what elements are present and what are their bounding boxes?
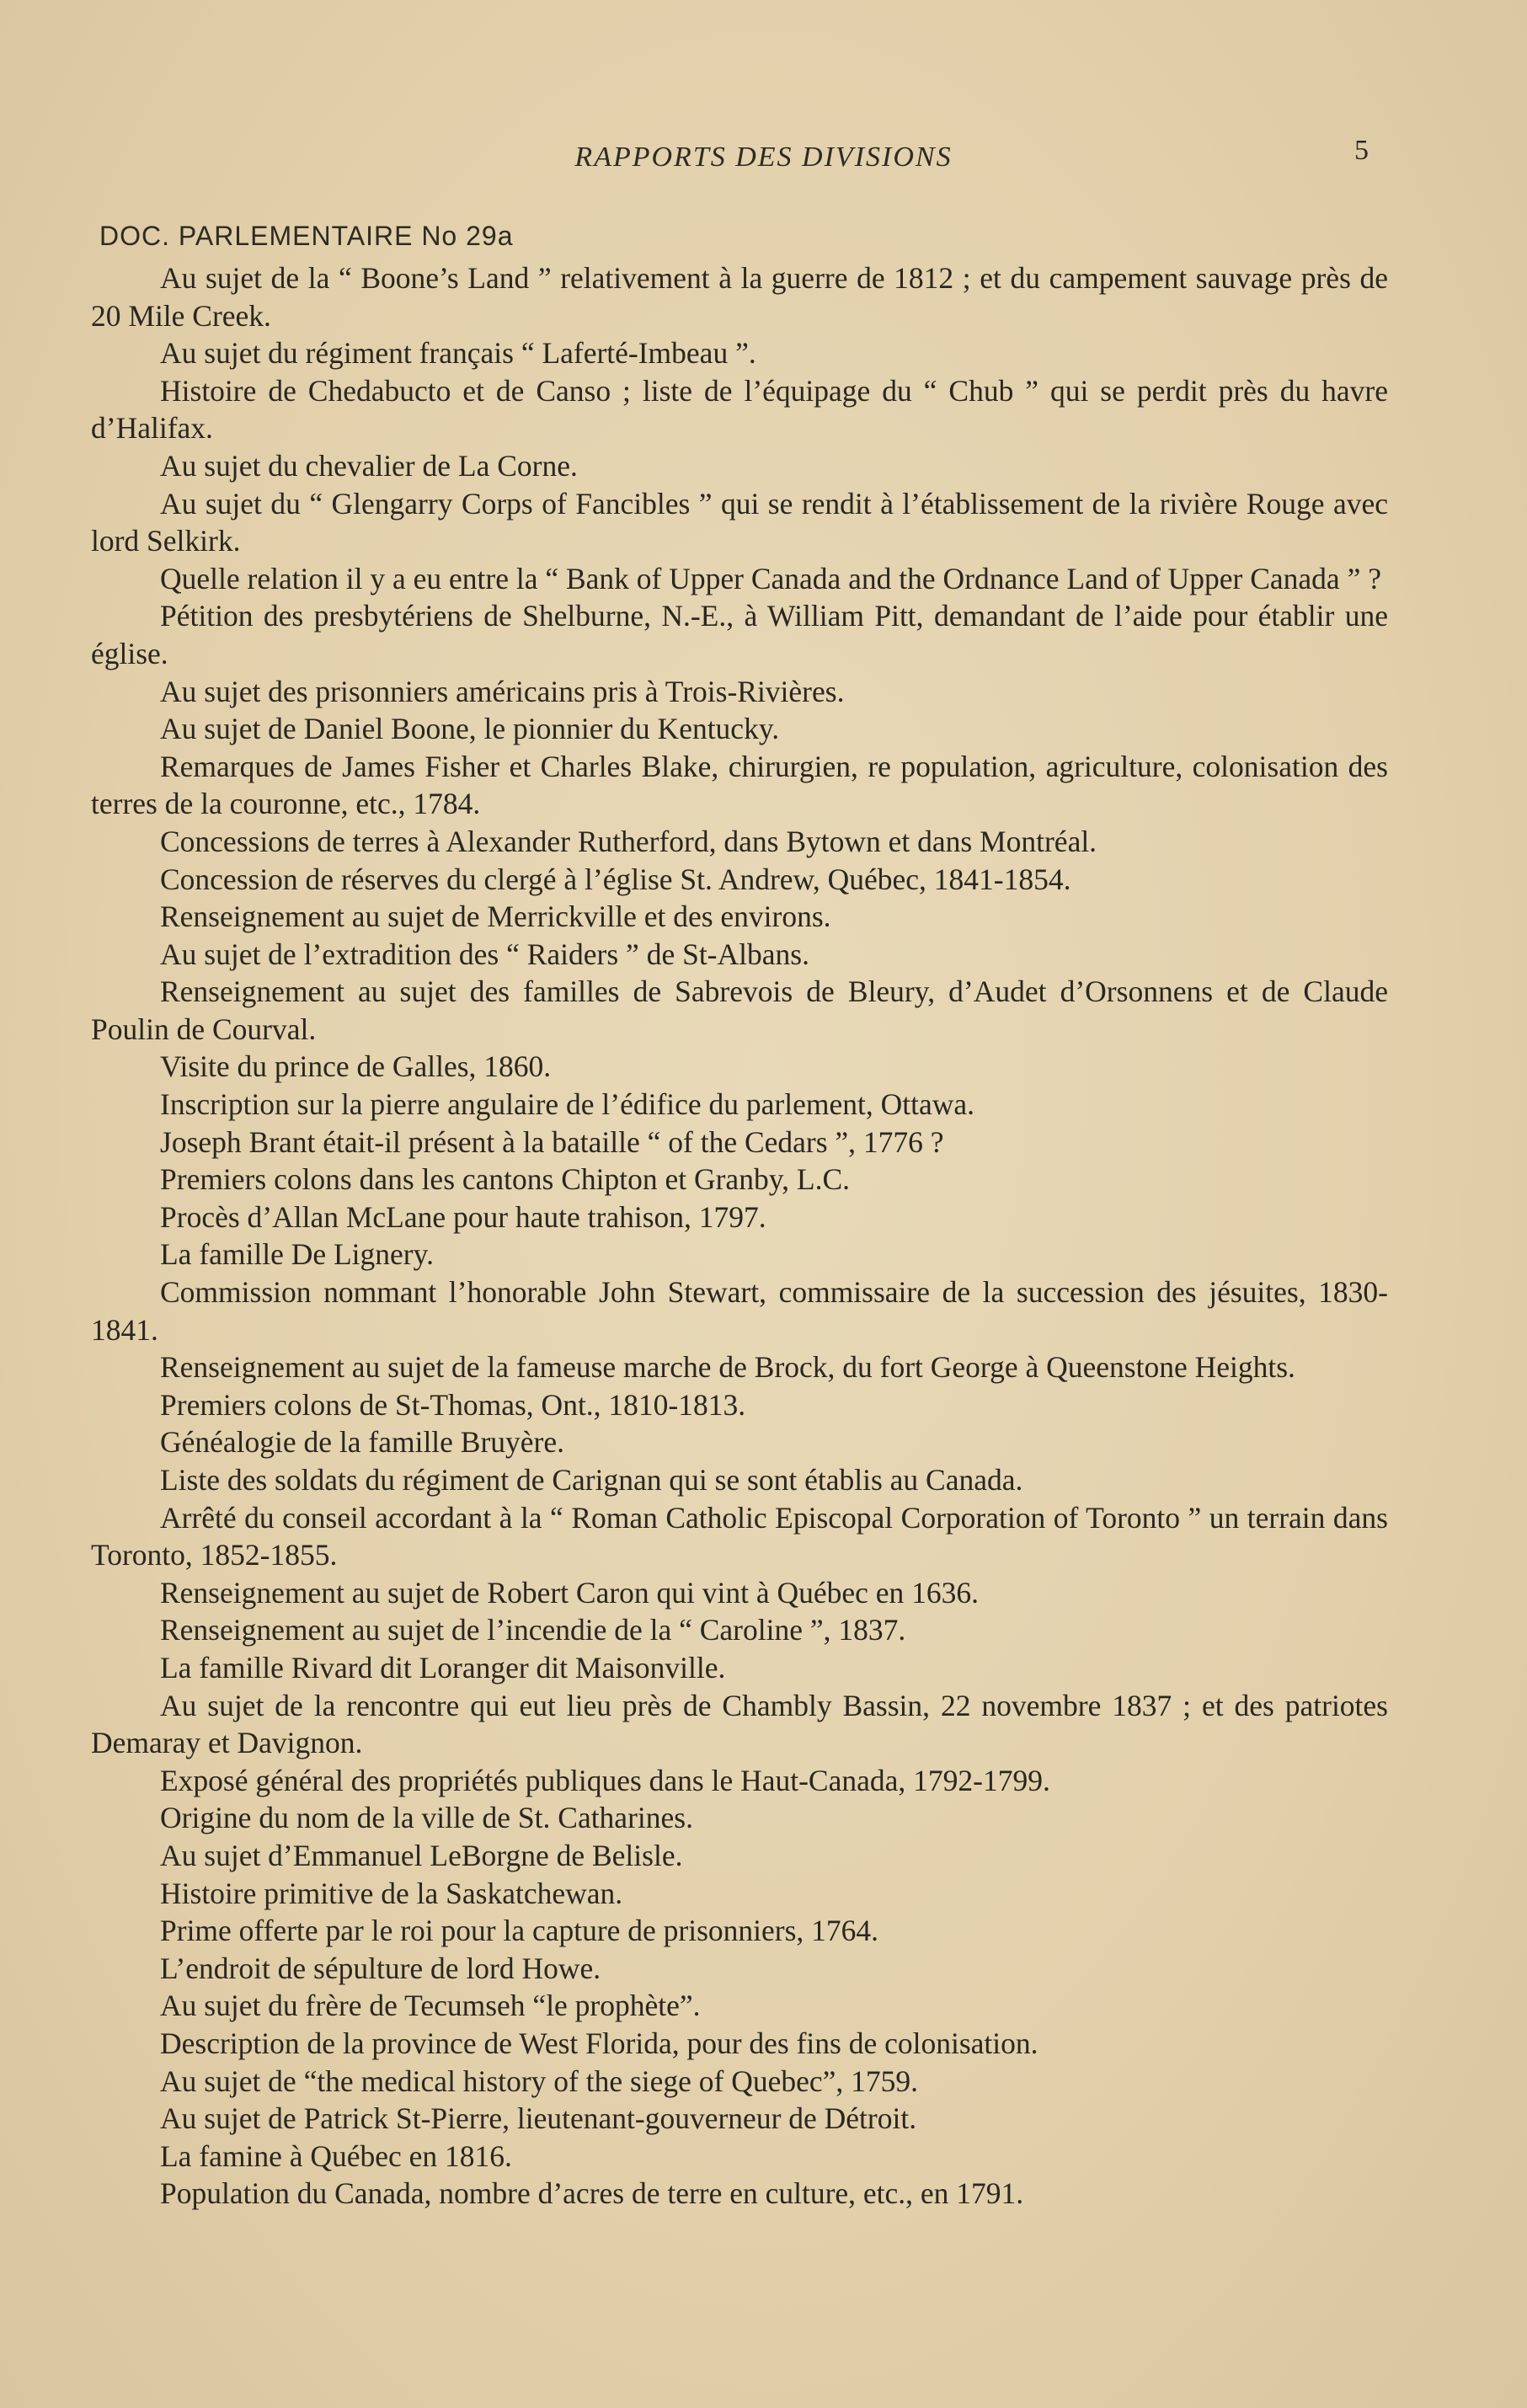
- list-item: Au sujet d’Emmanuel LeBorgne de Belisle.: [160, 1838, 683, 1872]
- list-item: Prime offerte par le roi pour la capture de prisonniers, 1764.: [160, 1914, 879, 1948]
- list-item: L’endroit de sépulture de lord Howe.: [160, 1951, 601, 1985]
- list-item: Au sujet du régiment français “ Laferté-Imbeau ”.: [160, 336, 756, 371]
- list-item: Renseignement au sujet de l’incendie de la “ Caroline ”, 1837.: [160, 1613, 906, 1647]
- list-item: Renseignement au sujet de la fameuse marche de Brock, du fort George à Queenstone Heights.: [160, 1350, 1295, 1385]
- list-item: Renseignement au sujet de Robert Caron qui vint à Québec en 1636.: [160, 1575, 980, 1610]
- list-item: Au sujet du chevalier de La Corne.: [160, 448, 578, 483]
- list-item: Au sujet de l’extradition des “ Raiders ” de St-Albans.: [160, 937, 809, 971]
- list-item: Remarques de James Fisher et Charles Blake, chirurgien, re population, agriculture, colonisation des terres de la couronne, etc., 1784.: [91, 749, 1388, 821]
- list-item: Inscription sur la pierre angulaire de l’édifice du parlement, Ottawa.: [160, 1087, 974, 1122]
- page-number: 5: [1354, 135, 1369, 166]
- list-item: Arrêté du conseil accordant à la “ Roman Catholic Episcopal Corporation of Toronto ” un terrain dans Toronto, 1852-1855.: [91, 1500, 1388, 1572]
- entry-list: [91, 259, 1388, 2213]
- list-item: Renseignement au sujet des familles de Sabrevois de Bleury, d’Audet d’Orsonnens et de Claude Poulin de Courval.: [91, 974, 1388, 1046]
- list-item: Pétition des presbytériens de Shelburne, N.-E., à William Pitt, demandant de l’aide pour établir une église.: [91, 599, 1388, 670]
- list-item: Généalogie de la famille Bruyère.: [160, 1425, 565, 1460]
- running-title: RAPPORTS DES DIVISIONS: [574, 141, 953, 173]
- list-item: La famine à Québec en 1816.: [160, 2138, 512, 2173]
- list-item: Au sujet de Daniel Boone, le pionnier du Kentucky.: [160, 712, 780, 746]
- list-item: Description de la province de West Florida, pour des fins de colonisation.: [160, 2026, 1038, 2060]
- list-item: Commission nommant l’honorable John Stewart, commissaire de la succession des jésuites, 1830-1841.: [91, 1275, 1388, 1347]
- list-item: Concessions de terres à Alexander Rutherford, dans Bytown et dans Montréal.: [160, 824, 1097, 858]
- list-item: La famille Rivard dit Loranger dit Maisonville.: [160, 1650, 726, 1685]
- list-item: Visite du prince de Galles, 1860.: [160, 1049, 552, 1084]
- list-item: Au sujet de “the medical history of the siege of Quebec”, 1759.: [160, 2064, 919, 2098]
- list-item: Quelle relation il y a eu entre la “ Bank of Upper Canada and the Ordnance Land of Upper Canada ” ?: [160, 561, 1381, 595]
- list-item: Origine du nom de la ville de St. Catharines.: [160, 1801, 693, 1835]
- list-item: Au sujet de la rencontre qui eut lieu près de Chambly Bassin, 22 novembre 1837 ; et des patriotes Demaray et Davignon.: [91, 1688, 1388, 1760]
- list-item: Concession de réserves du clergé à l’église St. Andrew, Québec, 1841-1854.: [160, 862, 1071, 896]
- list-item: Exposé général des propriétés publiques dans le Haut-Canada, 1792-1799.: [160, 1763, 1050, 1797]
- list-item: Renseignement au sujet de Merrickville et des environs.: [160, 900, 831, 934]
- document-label: DOC. PARLEMENTAIRE No 29a: [99, 221, 514, 251]
- list-item: La famille De Lignery.: [160, 1237, 434, 1272]
- list-item: Histoire primitive de la Saskatchewan.: [160, 1876, 623, 1910]
- list-item: Procès d’Allan McLane pour haute trahison, 1797.: [160, 1199, 766, 1234]
- list-item: Au sujet de la “ Boone’s Land ” relativement à la guerre de 1812 ; et du campement sauvage près de 20 Mile Creek.: [91, 261, 1388, 333]
- list-item: Histoire de Chedabucto et de Canso ; liste de l’équipage du “ Chub ” qui se perdit près du havre d’Halifax.: [91, 373, 1388, 446]
- list-item: Liste des soldats du régiment de Carignan qui se sont établis au Canada.: [160, 1463, 1023, 1497]
- list-item: Au sujet du “ Glengarry Corps of Fancibles ” qui se rendit à l’établissement de la rivière Rouge avec lord Selkirk.: [91, 486, 1388, 558]
- list-item: Premiers colons dans les cantons Chipton et Granby, L.C.: [160, 1162, 850, 1197]
- list-item: Au sujet du frère de Tecumseh “le prophète”.: [160, 1989, 701, 2023]
- list-item: Au sujet de Patrick St-Pierre, lieutenant-gouverneur de Détroit.: [160, 2101, 917, 2136]
- list-item: Population du Canada, nombre d’acres de terre en culture, etc., en 1791.: [160, 2176, 1024, 2211]
- list-item: Au sujet des prisonniers américains pris à Trois-Rivières.: [160, 674, 845, 708]
- list-item: Premiers colons de St-Thomas, Ont., 1810-1813.: [160, 1387, 746, 1422]
- list-item: Joseph Brant était-il présent à la bataille “ of the Cedars ”, 1776 ?: [160, 1124, 944, 1159]
